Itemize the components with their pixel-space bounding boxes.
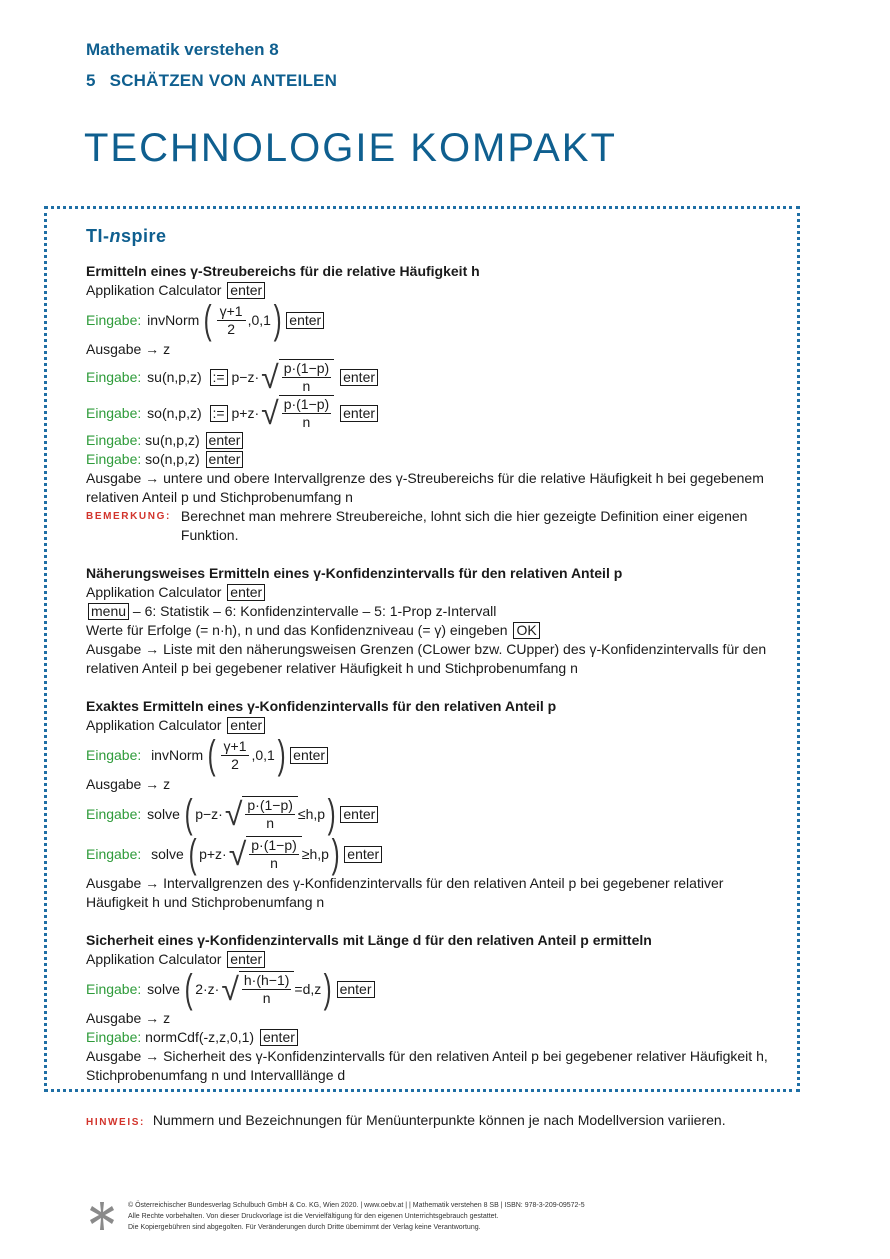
section1-app-line: Applikation Calculator enter [86, 281, 786, 300]
section4-app-line: Applikation Calculator enter [86, 950, 786, 969]
hint [86, 1112, 726, 1128]
section1-so-call: Eingabe: so(n,p,z) enter [86, 450, 786, 469]
section3-solve-upper: Eingabe: solve ( p+z· √ $\frac{p\cdot(1-p)}{n}$ ≥h,p ) enter [86, 834, 786, 874]
section4-heading: Sicherheit eines γ-Konfidenzintervalls mit Länge d für den relativen Anteil p ermitteln [86, 932, 652, 948]
enter-key: enter [340, 405, 378, 422]
fraction: $\frac{\gamma+1}{2}$ [221, 738, 250, 773]
section4-output-z: Ausgabe → z [86, 1010, 171, 1026]
chapter-title: SCHÄTZEN VON ANTEILEN [109, 71, 338, 90]
enter-key: enter [227, 951, 265, 968]
hint-text: Nummern und Bezeichnungen für Menüunterpunkte können je nach Modellversion variieren. [152, 1112, 726, 1128]
section4-result: Ausgabe → Sicherheit des γ-Konfidenzintervalls für den relativen Anteil p bei gegebener relativer Häufigkeit h, Stichprobenumfang n und Intervalllänge d [86, 1048, 768, 1083]
section3-heading: Exaktes Ermitteln eines γ-Konfidenzintervalls für den relativen Anteil p [86, 698, 557, 714]
instructions [86, 262, 786, 1085]
section4-normcdf: Eingabe: normCdf(-z,z,0,1) enter [86, 1028, 786, 1047]
assign-key: := [210, 369, 228, 386]
publisher-logo-icon [86, 1200, 118, 1232]
enter-key: enter [206, 451, 244, 468]
enter-key: enter [290, 747, 328, 764]
footer [86, 1200, 585, 1233]
calculator-brand: TI-nspire [86, 226, 167, 246]
menu-key: menu [88, 603, 129, 620]
ok-key: OK [513, 622, 539, 639]
section1-su-call: Eingabe: su(n,p,z) enter [86, 431, 786, 450]
enter-key: enter [227, 584, 265, 601]
section1-output-z: Ausgabe → z [86, 341, 171, 357]
square-root: √ $\frac{p\cdot(1-p)}{n}$ [229, 836, 302, 872]
section2-heading: Näherungsweises Ermitteln eines γ-Konfidenzintervalls für den relativen Anteil p [86, 565, 623, 581]
enter-key: enter [260, 1029, 298, 1046]
chapter-number: 5 [86, 71, 96, 90]
enter-key: enter [227, 717, 265, 734]
section1-result: Ausgabe → untere und obere Intervallgrenze des γ-Streubereichs für die relative Häufigkeit h bei gegebenem relativen Anteil p und Stichprobenumfang n [86, 470, 764, 505]
hint-label: HINWEIS: [86, 1117, 145, 1128]
enter-key: enter [344, 846, 382, 863]
footer-line-2: Alle Rechte vorbehalten. Von dieser Druckvorlage ist die Vervielfältigung für den eigenen Unterrichtsgebrauch gestattet. [128, 1213, 499, 1220]
section4-solve: Eingabe: solve ( 2·z· √ $\frac{h\cdot(h-1)}{n}$ =d,z ) enter [86, 969, 786, 1009]
footer-line-1: © Österreichischer Bundesverlag Schulbuch GmbH & Co. KG, Wien 2020. | www.oebv.at | | Mathematik verstehen 8 SB | ISBN: 978-3-209-09572-5 [128, 1202, 585, 1209]
square-root: √ $\frac{p\cdot(1-p)}{n}$ [261, 359, 334, 395]
book-title: Mathematik verstehen 8 [86, 40, 279, 59]
section2-input: Werte für Erfolge (= n·h), n und das Konfidenzniveau (= γ) eingeben OK [86, 621, 786, 640]
section2-menu-path: menu – 6: Statistik – 6: Konfidenzintervalle – 5: 1-Prop z-Intervall [86, 602, 786, 621]
enter-key: enter [227, 282, 265, 299]
enter-key: enter [286, 312, 324, 329]
fraction: $\frac{\gamma+1}{2}$ [217, 303, 246, 338]
section3-invnorm-line: Eingabe: invNorm ( $\frac{\gamma+1}{2}$ ,0,1 ) enter [86, 735, 786, 775]
section1-su-def: Eingabe: su(n,p,z) := p−z· √ $\frac{p\cdot(1-p)}{n}$ enter [86, 359, 786, 395]
footer-line-3: Die Kopiergebühren sind abgegolten. Für Veränderungen durch Dritte übernimmt der Verlag keine Verantwortung. [128, 1224, 481, 1231]
section1-invnorm-line: Eingabe: invNorm ( $\frac{\gamma+1}{2}$ ,0,1 ) enter [86, 300, 786, 340]
section1-so-def: Eingabe: so(n,p,z) := p+z· √ $\frac{p\cdot(1-p)}{n}$ enter [86, 395, 786, 431]
assign-key: := [210, 405, 228, 422]
section1-heading: Ermitteln eines γ-Streubereichs für die relative Häufigkeit h [86, 263, 480, 279]
enter-key: enter [340, 806, 378, 823]
enter-key: enter [337, 981, 375, 998]
section2-result: Ausgabe → Liste mit den näherungsweisen Grenzen (CLower bzw. CUpper) des γ-Konfidenzintervalls für den relativen Anteil p bei gegebener relativer Häufigkeit h und Stichprobenumfang n [86, 641, 767, 676]
section3-app-line: Applikation Calculator enter [86, 716, 786, 735]
chapter-heading [86, 71, 337, 91]
section3-output-z: Ausgabe → z [86, 776, 171, 792]
page-title: TECHNOLOGIE KOMPAKT [84, 126, 617, 170]
enter-key: enter [340, 369, 378, 386]
square-root: √ $\frac{p\cdot(1-p)}{n}$ [225, 796, 298, 832]
square-root: √ $\frac{p\cdot(1-p)}{n}$ [261, 395, 334, 431]
section2-app-line: Applikation Calculator enter [86, 583, 786, 602]
square-root: √ $\frac{h\cdot(h-1)}{n}$ [221, 971, 294, 1007]
section1-remark: BEMERKUNG: Berechnet man mehrere Streubereiche, lohnt sich die hier gezeigte Definition einer eigenen Funktion. [86, 508, 748, 543]
section3-solve-lower: Eingabe: solve ( p−z· √ $\frac{p\cdot(1-p)}{n}$ ≤h,p ) enter [86, 794, 786, 834]
section3-result: Ausgabe → Intervallgrenzen des γ-Konfidenzintervalls für den relativen Anteil p bei gegebener relativer Häufigkeit h und Stichprobenumfang n [86, 875, 724, 910]
enter-key: enter [206, 432, 244, 449]
